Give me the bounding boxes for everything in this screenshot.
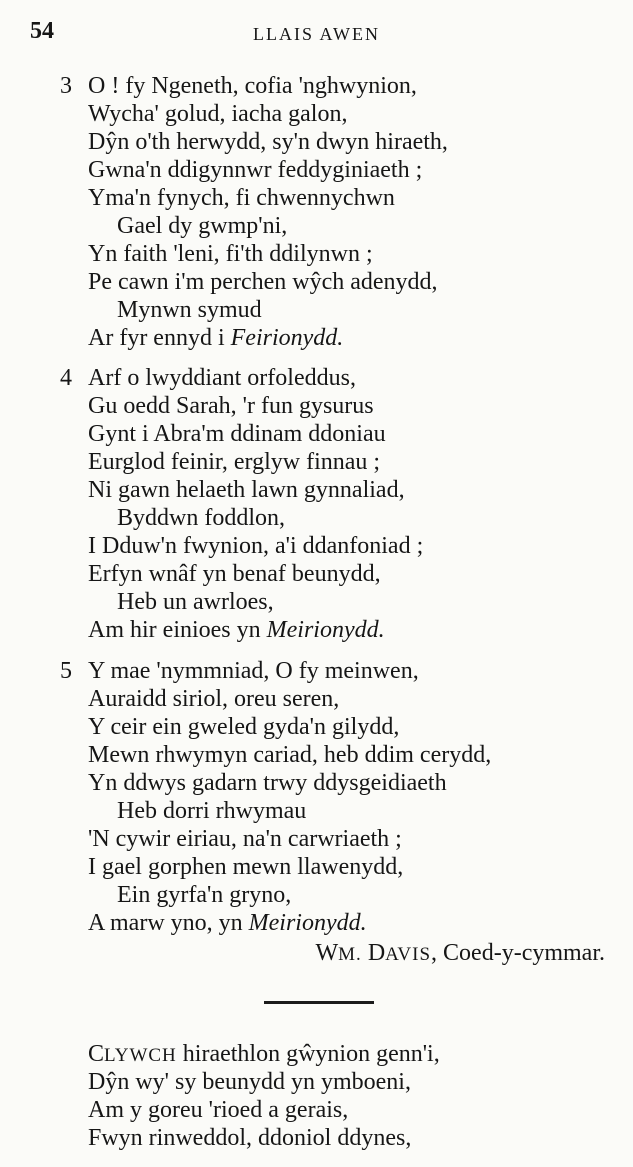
page-header — [30, 18, 603, 50]
verse-line: I Dduw'n fwynion, a'i ddanfoniad ; — [88, 533, 424, 559]
verse-line: Yn ddwys gadarn trwy ddysgeidiaeth — [88, 770, 447, 796]
verse-line-indented: Gael dy gwmp'ni, — [117, 213, 288, 239]
verse-line: Y ceir ein gweled gyda'n gilydd, — [88, 714, 400, 740]
author-signature: WM. DAVIS, Coed-y-cymmar. — [315, 940, 605, 966]
verse-line-indented: Mynwn symud — [117, 297, 262, 323]
verse-line: Gwna'n ddigynnwr feddyginiaeth ; — [88, 157, 423, 183]
verse-line-indented: Ein gyrfa'n gryno, — [117, 882, 292, 908]
verse-line: Dŷn wy' sy beunydd yn ymboeni, — [88, 1069, 411, 1095]
next-poem-opening — [88, 1040, 440, 1152]
verse-line: CLYWCH hiraethlon gŵynion genn'i, — [88, 1041, 440, 1067]
section-divider — [264, 1001, 374, 1004]
verse-line-indented: Heb un awrloes, — [117, 589, 274, 615]
verse-line: Pe cawn i'm perchen wŷch adenydd, — [88, 269, 438, 295]
verse-line-indented: Byddwn foddlon, — [117, 505, 285, 531]
running-title: LLAIS AWEN — [252, 24, 381, 44]
verse-line: Gynt i Abra'm ddinam ddoniau — [88, 421, 386, 447]
stanza-number: 5 — [60, 658, 72, 684]
verse-line: Yn faith 'leni, fi'th ddilynwn ; — [88, 241, 373, 267]
verse-line: Fwyn rinweddol, ddoniol ddynes, — [88, 1125, 412, 1151]
place-name: Meirionydd. — [266, 617, 385, 643]
verse-line: 3 O ! fy Ngeneth, cofia 'nghwynion, — [60, 73, 417, 99]
verse-line: Eurglod feinir, erglyw finnau ; — [88, 449, 381, 475]
verse-line: Mewn rhwymyn cariad, heb ddim cerydd, — [88, 742, 492, 768]
verse-line-indented: Heb dorri rhwymau — [117, 798, 307, 824]
verse-line: Dŷn o'th herwydd, sy'n dwyn hiraeth, — [88, 129, 448, 155]
verse-line: 4 Arf o lwyddiant orfoleddus, — [60, 365, 356, 391]
verse-line-final: Ar fyr ennyd i Feirionydd. — [88, 325, 344, 351]
stanza-3 — [60, 72, 448, 352]
verse-line: Am y goreu 'rioed a gerais, — [88, 1097, 349, 1123]
stanza-number: 3 — [60, 73, 72, 99]
place-name: Meirionydd. — [248, 910, 367, 936]
verse-line: Wycha' golud, iacha galon, — [88, 101, 348, 127]
page-number: 54 — [30, 18, 54, 44]
stanza-number: 4 — [60, 365, 72, 391]
verse-line: Ni gawn helaeth lawn gynnaliad, — [88, 477, 405, 503]
verse-line: 5 Y mae 'nymmniad, O fy meinwen, — [60, 658, 419, 684]
verse-line-final: Am hir einioes yn Meirionydd. — [88, 617, 385, 643]
verse-line: Erfyn wnâf yn benaf beunydd, — [88, 561, 381, 587]
verse-line: Auraidd siriol, oreu seren, — [88, 686, 340, 712]
stanza-5 — [60, 657, 491, 937]
stanza-4 — [60, 364, 423, 644]
verse-line: I gael gorphen mewn llawenydd, — [88, 854, 404, 880]
verse-line: Gu oedd Sarah, 'r fun gysurus — [88, 393, 374, 419]
place-name: Feirionydd. — [230, 325, 344, 351]
verse-line-final: A marw yno, yn Meirionydd. — [88, 910, 367, 936]
verse-line: Yma'n fynych, fi chwennychwn — [88, 185, 395, 211]
verse-line: 'N cywir eiriau, na'n carwriaeth ; — [88, 826, 402, 852]
